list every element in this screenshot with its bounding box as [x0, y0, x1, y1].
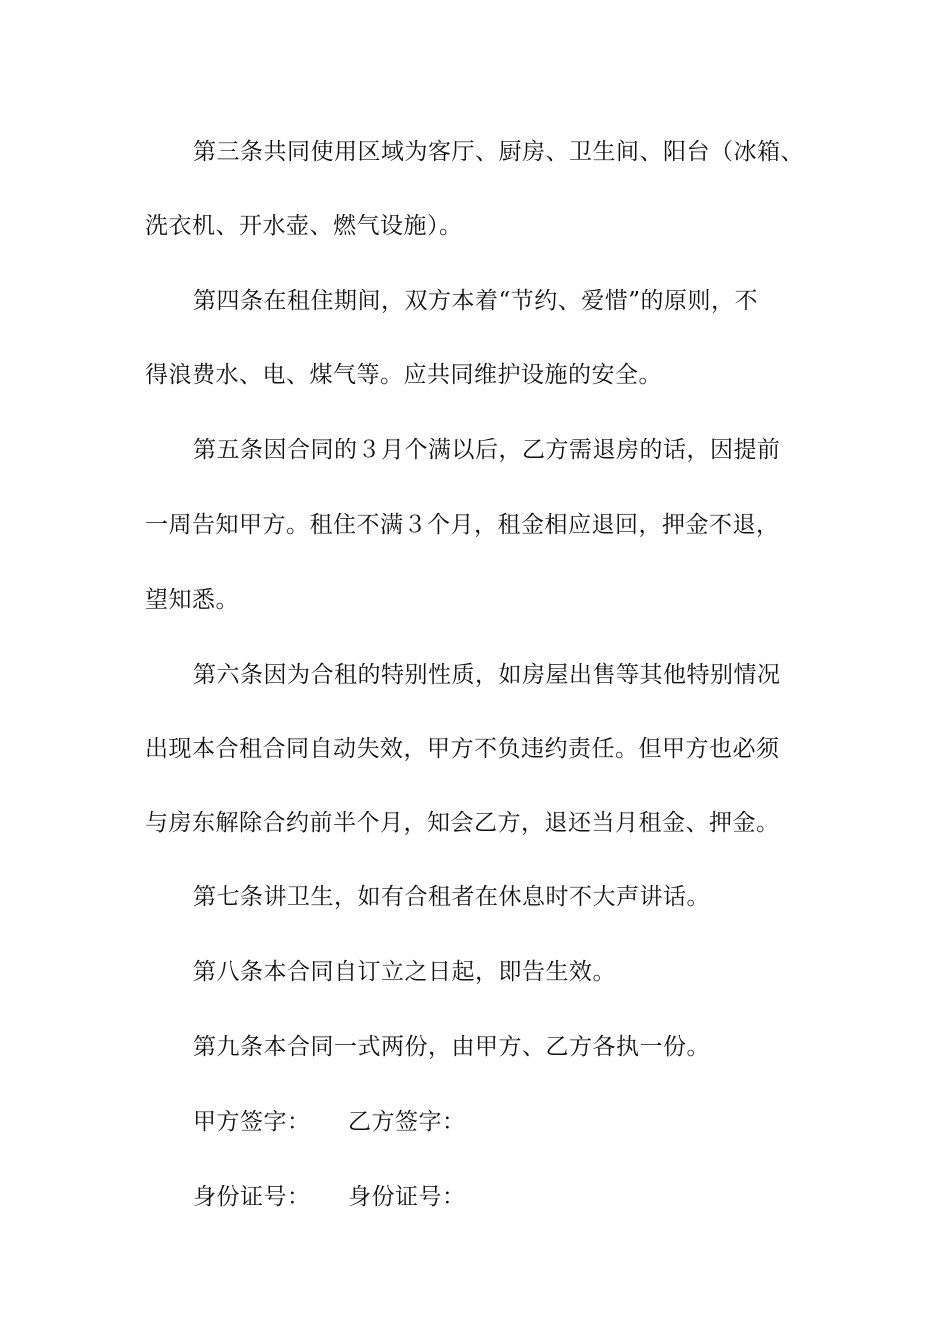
- clause-4-line-1: 第四条在租住期间，双方本着“节约、爱惜”的原则，不: [193, 288, 759, 314]
- party-a-signature-label: 甲方签字：: [193, 1109, 311, 1135]
- signature-row: [193, 1102, 873, 1142]
- clause-5-line-3: 望知悉。: [145, 587, 239, 613]
- clause-3-line-1: 第三条共同使用区域为客厅、厨房、卫生间、阳台（冰箱、: [193, 139, 804, 165]
- clause-3-line-2: 洗衣机、开水壶、燃气设施）。: [145, 213, 463, 239]
- party-b-signature-label: 乙方签字：: [348, 1109, 466, 1135]
- party-b-id-label: 身份证号：: [348, 1184, 466, 1210]
- clause-6-line-1: 第六条因为合租的特别性质，如房屋出售等其他特别情况: [193, 662, 781, 688]
- clause-8: 第八条本合同自订立之日起，即告生效。: [193, 959, 616, 985]
- id-number-row: [193, 1177, 873, 1217]
- party-a-id-label: 身份证号：: [193, 1184, 311, 1210]
- clause-4-line-2: 得浪费水、电、煤气等。应共同维护设施的安全。: [145, 362, 662, 388]
- clause-6-line-2: 出现本合租合同自动失效，甲方不负违约责任。但甲方也必须: [145, 736, 780, 762]
- clause-6-line-3: 与房东解除合约前半个月，知会乙方，退还当月租金、押金。: [145, 810, 780, 836]
- clause-5-line-2: 一周告知甲方。租住不满３个月，租金相应退回，押金不退，: [145, 512, 780, 538]
- clause-7: 第七条讲卫生，如有合租者在休息时不大声讲话。: [193, 884, 710, 910]
- clause-9: 第九条本合同一式两份，由甲方、乙方各执一份。: [193, 1034, 710, 1060]
- clause-5-line-1: 第五条因合同的３月个满以后，乙方需退房的话，因提前: [193, 437, 781, 463]
